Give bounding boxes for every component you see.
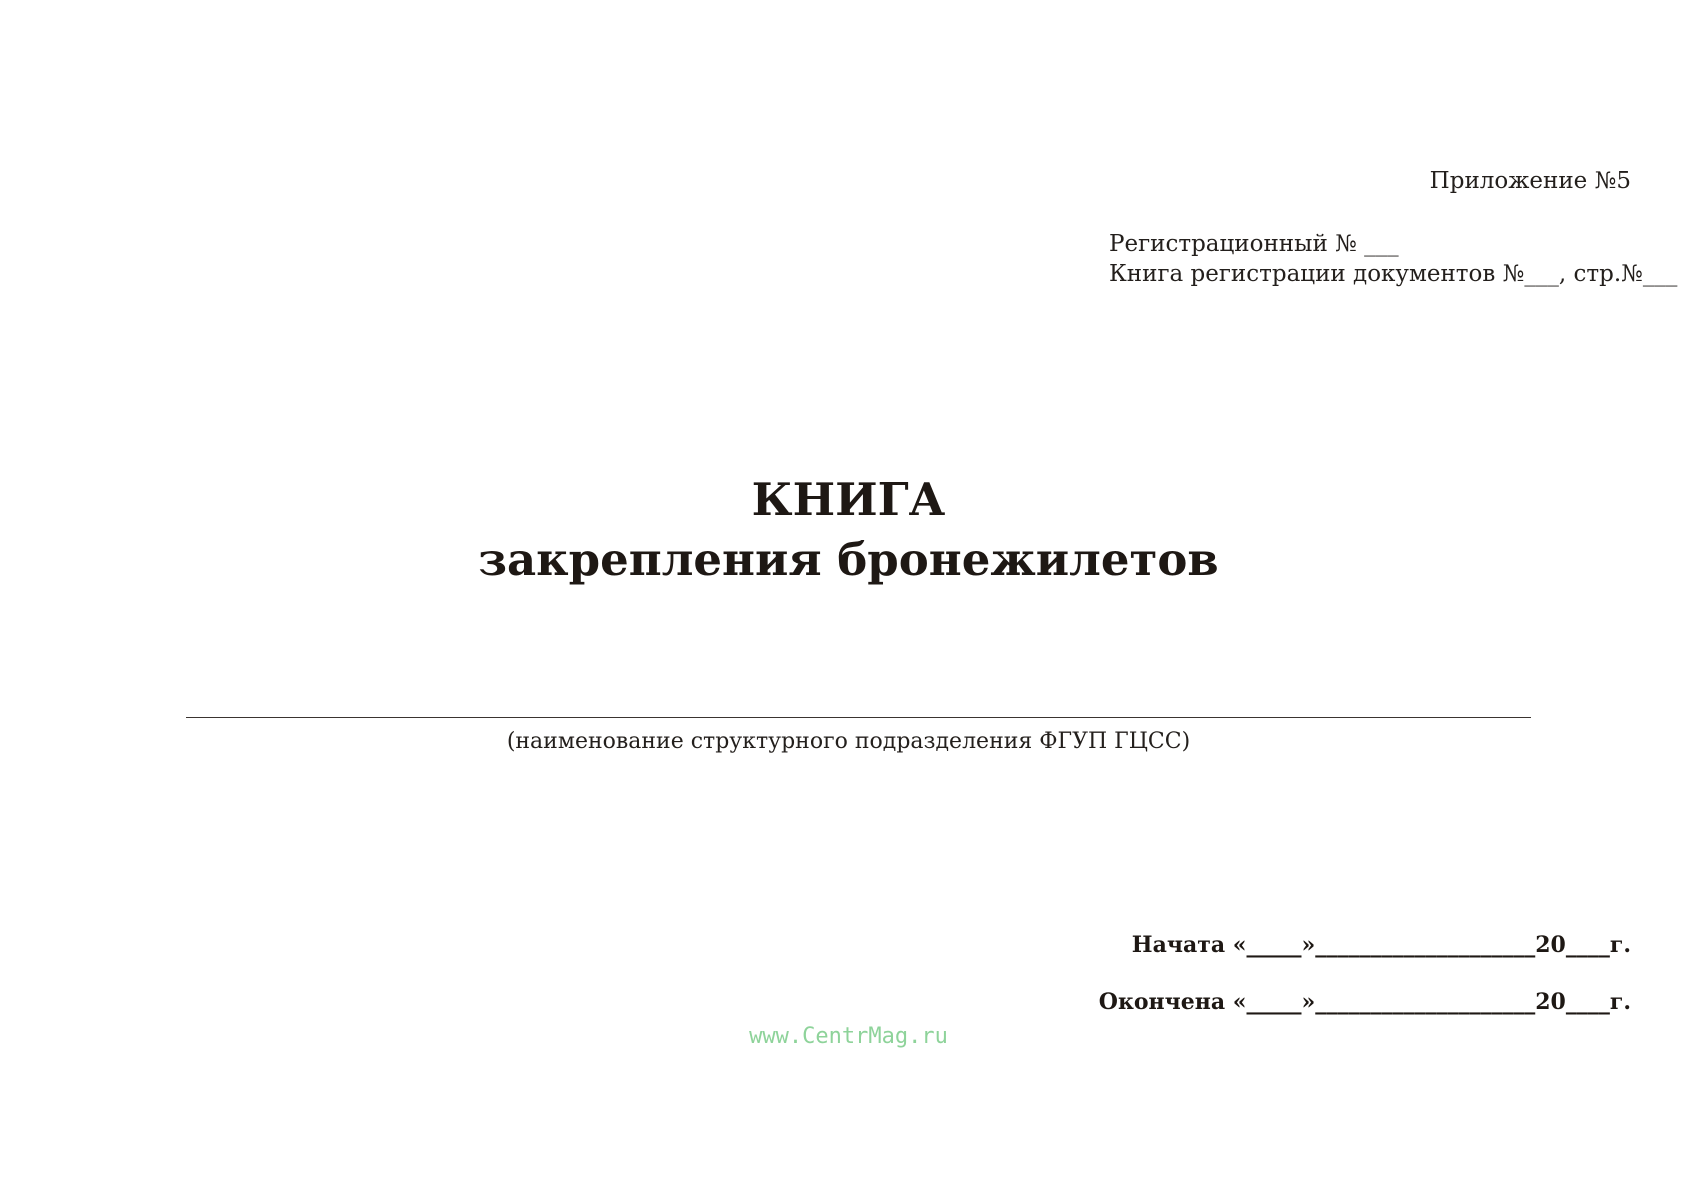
watermark: www.CentrMag.ru [749,1024,948,1049]
registration-number-line: Регистрационный № ___ [1109,231,1399,257]
title-line-1: КНИГА [751,473,946,526]
unit-name-blank-line [186,717,1531,718]
end-date-line: Окончена «_____»____________________20____г. [1098,989,1631,1015]
registry-book-line: Книга регистрации документов №___, стр.№___ [1109,261,1678,287]
unit-name-caption: (наименование структурного подразделения ФГУП ГЦСС) [506,729,1191,754]
start-date-line: Начата «_____»____________________20____г. [1131,932,1631,958]
document-title [0,470,1697,590]
appendix-label: Приложение №5 [1429,168,1631,194]
registration-block [1109,229,1677,289]
title-line-2: закрепления бронежилетов [478,533,1219,586]
